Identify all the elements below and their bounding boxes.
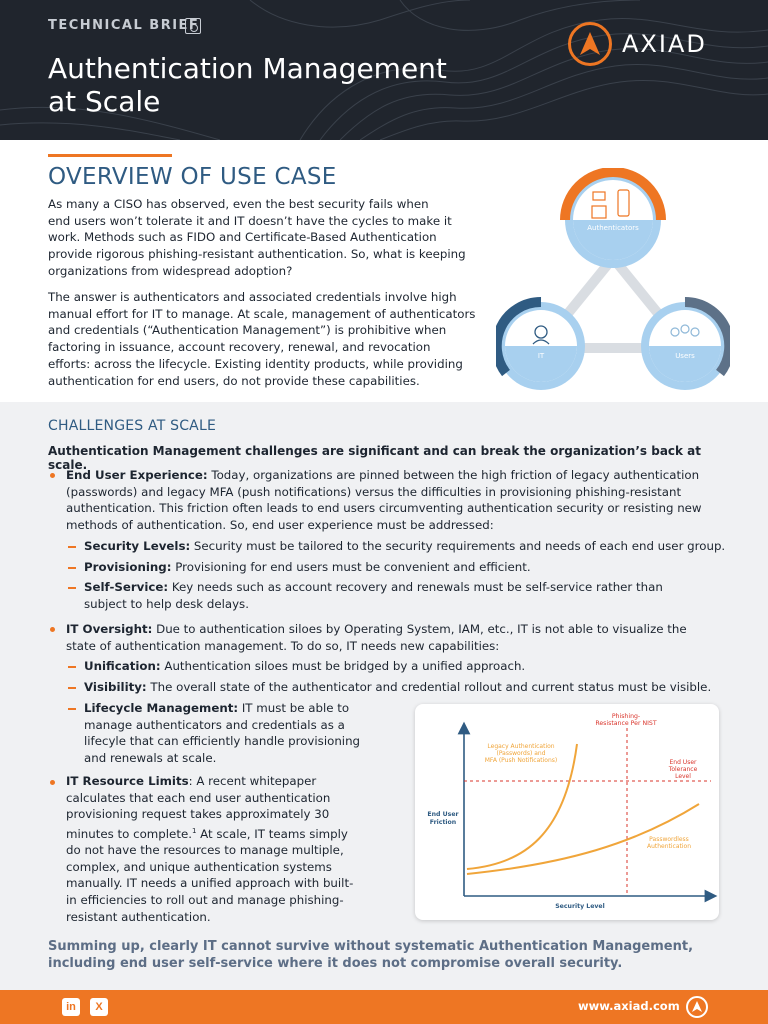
text-line: manual effort for IT to manage. At scale, management of authenticators bbox=[48, 306, 476, 321]
sub-dash bbox=[68, 546, 76, 548]
summary-line: Summing up, clearly IT cannot survive without systematic Authentication Management, bbox=[48, 939, 694, 954]
text-line: authentication. This friction often leads to end users circumventing authentication security or resisting new bbox=[66, 501, 702, 516]
friction-security-chart bbox=[415, 704, 719, 920]
sub-text: lifecyle that can efficiently handle provisioning bbox=[84, 734, 361, 749]
text-line: resistant authentication. bbox=[66, 909, 211, 924]
bullet-label: IT Oversight: bbox=[66, 622, 153, 636]
text-line: complex, and unique authentication systems bbox=[66, 859, 332, 874]
sub-text: Provisioning for end users must be convenient and efficient. bbox=[171, 560, 531, 574]
summary-line: including end user self-service where it does not compromise overall security. bbox=[48, 956, 623, 971]
passwordless-label: Authentication bbox=[646, 843, 692, 850]
legacy-label: (Passwords) and bbox=[496, 750, 546, 757]
overview-paragraph-2 bbox=[48, 289, 496, 389]
node-label: Authenticators bbox=[587, 224, 639, 232]
sub-dash bbox=[68, 587, 76, 589]
authentication-cycle-diagram bbox=[496, 168, 730, 392]
text-line: calculates that each end user authentication bbox=[66, 790, 331, 805]
overview-section bbox=[0, 140, 768, 402]
node-users bbox=[641, 302, 729, 390]
passwordless-label: Passwordless bbox=[649, 836, 689, 843]
sub-dash bbox=[68, 666, 76, 668]
tolerance-label: Level bbox=[675, 773, 691, 780]
sub-label: Provisioning: bbox=[84, 560, 172, 574]
challenges-lead: Authentication Management challenges are significant and can break the organization’s back at scale. bbox=[48, 444, 702, 472]
text-line: provisioning request takes approximately 30 bbox=[66, 807, 330, 822]
sub-label: Security Levels: bbox=[84, 539, 191, 553]
summary-statement bbox=[48, 938, 728, 972]
bullet-label: IT Resource Limits bbox=[66, 774, 189, 788]
footer-bar bbox=[0, 990, 768, 1024]
title-line: Authentication Management bbox=[48, 52, 447, 85]
legacy-label: Legacy Authentication bbox=[487, 743, 555, 750]
node-label: IT bbox=[537, 352, 545, 360]
x-twitter-icon[interactable]: X bbox=[90, 998, 108, 1016]
sub-text: Security must be tailored to the security requirements and needs of each end user group. bbox=[190, 539, 726, 553]
x-axis-label: Security Level bbox=[555, 903, 605, 910]
text-line: efforts: across the lifecycle. Existing identity products, while providing bbox=[48, 356, 463, 371]
node-label: Users bbox=[675, 352, 695, 360]
bullet-dot bbox=[50, 780, 55, 785]
y-axis-label: Friction bbox=[429, 819, 457, 826]
text-line: The answer is authenticators and associated credentials involve high bbox=[48, 290, 457, 304]
node-authenticators bbox=[565, 172, 661, 268]
sub-dash bbox=[68, 567, 76, 569]
sub-dash bbox=[68, 687, 76, 689]
axiad-mark-icon bbox=[686, 996, 708, 1018]
challenges-section bbox=[0, 402, 768, 990]
legacy-label: MFA (Push Notifications) bbox=[484, 757, 558, 764]
sub-security-levels bbox=[84, 538, 728, 555]
text-line: work. Methods such as FIDO and Certificate-Based Authentication bbox=[48, 230, 437, 245]
sub-unification bbox=[84, 658, 728, 675]
node-it bbox=[497, 302, 585, 390]
accent-divider bbox=[48, 154, 172, 157]
sub-text: subject to help desk delays. bbox=[84, 596, 249, 611]
sub-dash bbox=[68, 708, 76, 710]
text-line: authentication for end users, do not provide these capabilities. bbox=[48, 373, 420, 388]
text-line: factoring in issuance, account recovery, renewal, and revocation bbox=[48, 340, 431, 355]
text-line: provide rigorous phishing-resistant authentication. So, what is keeping bbox=[48, 247, 466, 262]
bullet-it-resource-limits bbox=[66, 773, 406, 925]
title-line: at Scale bbox=[48, 85, 161, 118]
text-line: and credentials (“Authentication Management”) is prohibitive when bbox=[48, 323, 447, 338]
bullet-end-user-experience bbox=[66, 467, 728, 533]
text-line: Due to authentication siloes by Operating System, IAM, etc., IT is not able to visualize the bbox=[152, 622, 687, 636]
footnote-ref: 1 bbox=[191, 826, 197, 835]
sub-label: Unification: bbox=[84, 659, 161, 673]
text-line: organizations from widespread adoption? bbox=[48, 263, 293, 278]
y-axis-label: End User bbox=[427, 811, 459, 818]
linkedin-icon[interactable]: in bbox=[62, 998, 80, 1016]
tolerance-label: Tolerance bbox=[668, 766, 698, 773]
sub-text: manage authenticators and credentials as a bbox=[84, 717, 345, 732]
nist-label: Phishing- bbox=[611, 713, 641, 720]
chart-canvas bbox=[415, 704, 719, 920]
page-title bbox=[48, 52, 528, 118]
logo-text: AXIAD bbox=[622, 30, 707, 58]
sub-provisioning bbox=[84, 559, 728, 576]
text-line: At scale, IT teams simply bbox=[196, 826, 348, 841]
sub-visibility bbox=[84, 679, 728, 696]
eyebrow-label: TECHNICAL BRIEF bbox=[48, 18, 200, 33]
bullet-label: End User Experience: bbox=[66, 468, 208, 482]
text-line: Today, organizations are pinned between the high friction of legacy authentication bbox=[207, 468, 700, 482]
sub-label: Visibility: bbox=[84, 680, 147, 694]
text-line: As many a CISO has observed, even the best security fails when bbox=[48, 197, 429, 211]
text-line: methods of authentication. So, end user experience must be addressed: bbox=[66, 517, 494, 532]
text-line: end users won’t tolerate it and IT doesn’t have the cycles to make it bbox=[48, 213, 452, 228]
tolerance-label: End User bbox=[669, 759, 697, 766]
bullet-it-oversight bbox=[66, 621, 728, 654]
axiad-logo bbox=[568, 22, 728, 68]
text-line: state of authentication management. To do so, IT needs new capabilities: bbox=[66, 638, 500, 653]
sub-lifecycle-management bbox=[84, 700, 404, 766]
bullet-dot bbox=[50, 627, 55, 632]
challenges-heading: CHALLENGES AT SCALE bbox=[48, 418, 217, 434]
axiad-mark-icon bbox=[568, 22, 612, 66]
header-banner bbox=[0, 0, 768, 140]
sub-text: and renewals at scale. bbox=[84, 750, 217, 765]
brief-icon bbox=[185, 18, 201, 34]
text-line: (passwords) and legacy MFA (push notifications) versus the difficulties in provisioning phishing-resistant bbox=[66, 484, 682, 499]
text-line: manually. IT needs a unified approach with built- bbox=[66, 876, 354, 891]
nist-label: Resistance Per NIST bbox=[595, 720, 657, 727]
sub-text: The overall state of the authenticator and credential rollout and current status must be visible. bbox=[146, 680, 712, 694]
text-line: in efficiencies to roll out and manage phishing- bbox=[66, 893, 344, 908]
sub-self-service bbox=[84, 579, 728, 612]
website-link[interactable]: www.axiad.com bbox=[578, 999, 680, 1013]
sub-text: Authentication siloes must be bridged by a unified approach. bbox=[160, 659, 526, 673]
bullet-dot bbox=[50, 473, 55, 478]
text-line: do not have the resources to manage multiple, bbox=[66, 843, 344, 858]
overview-heading: OVERVIEW OF USE CASE bbox=[48, 164, 337, 190]
sub-label: Lifecycle Management: bbox=[84, 701, 239, 715]
text-line: : A recent whitepaper bbox=[188, 774, 317, 788]
overview-paragraph-1 bbox=[48, 196, 496, 280]
sub-text: Key needs such as account recovery and renewals must be self-service rather than bbox=[168, 580, 663, 594]
text-line: minutes to complete. bbox=[66, 826, 192, 841]
sub-text: IT must be able to bbox=[238, 701, 350, 715]
sub-label: Self-Service: bbox=[84, 580, 169, 594]
